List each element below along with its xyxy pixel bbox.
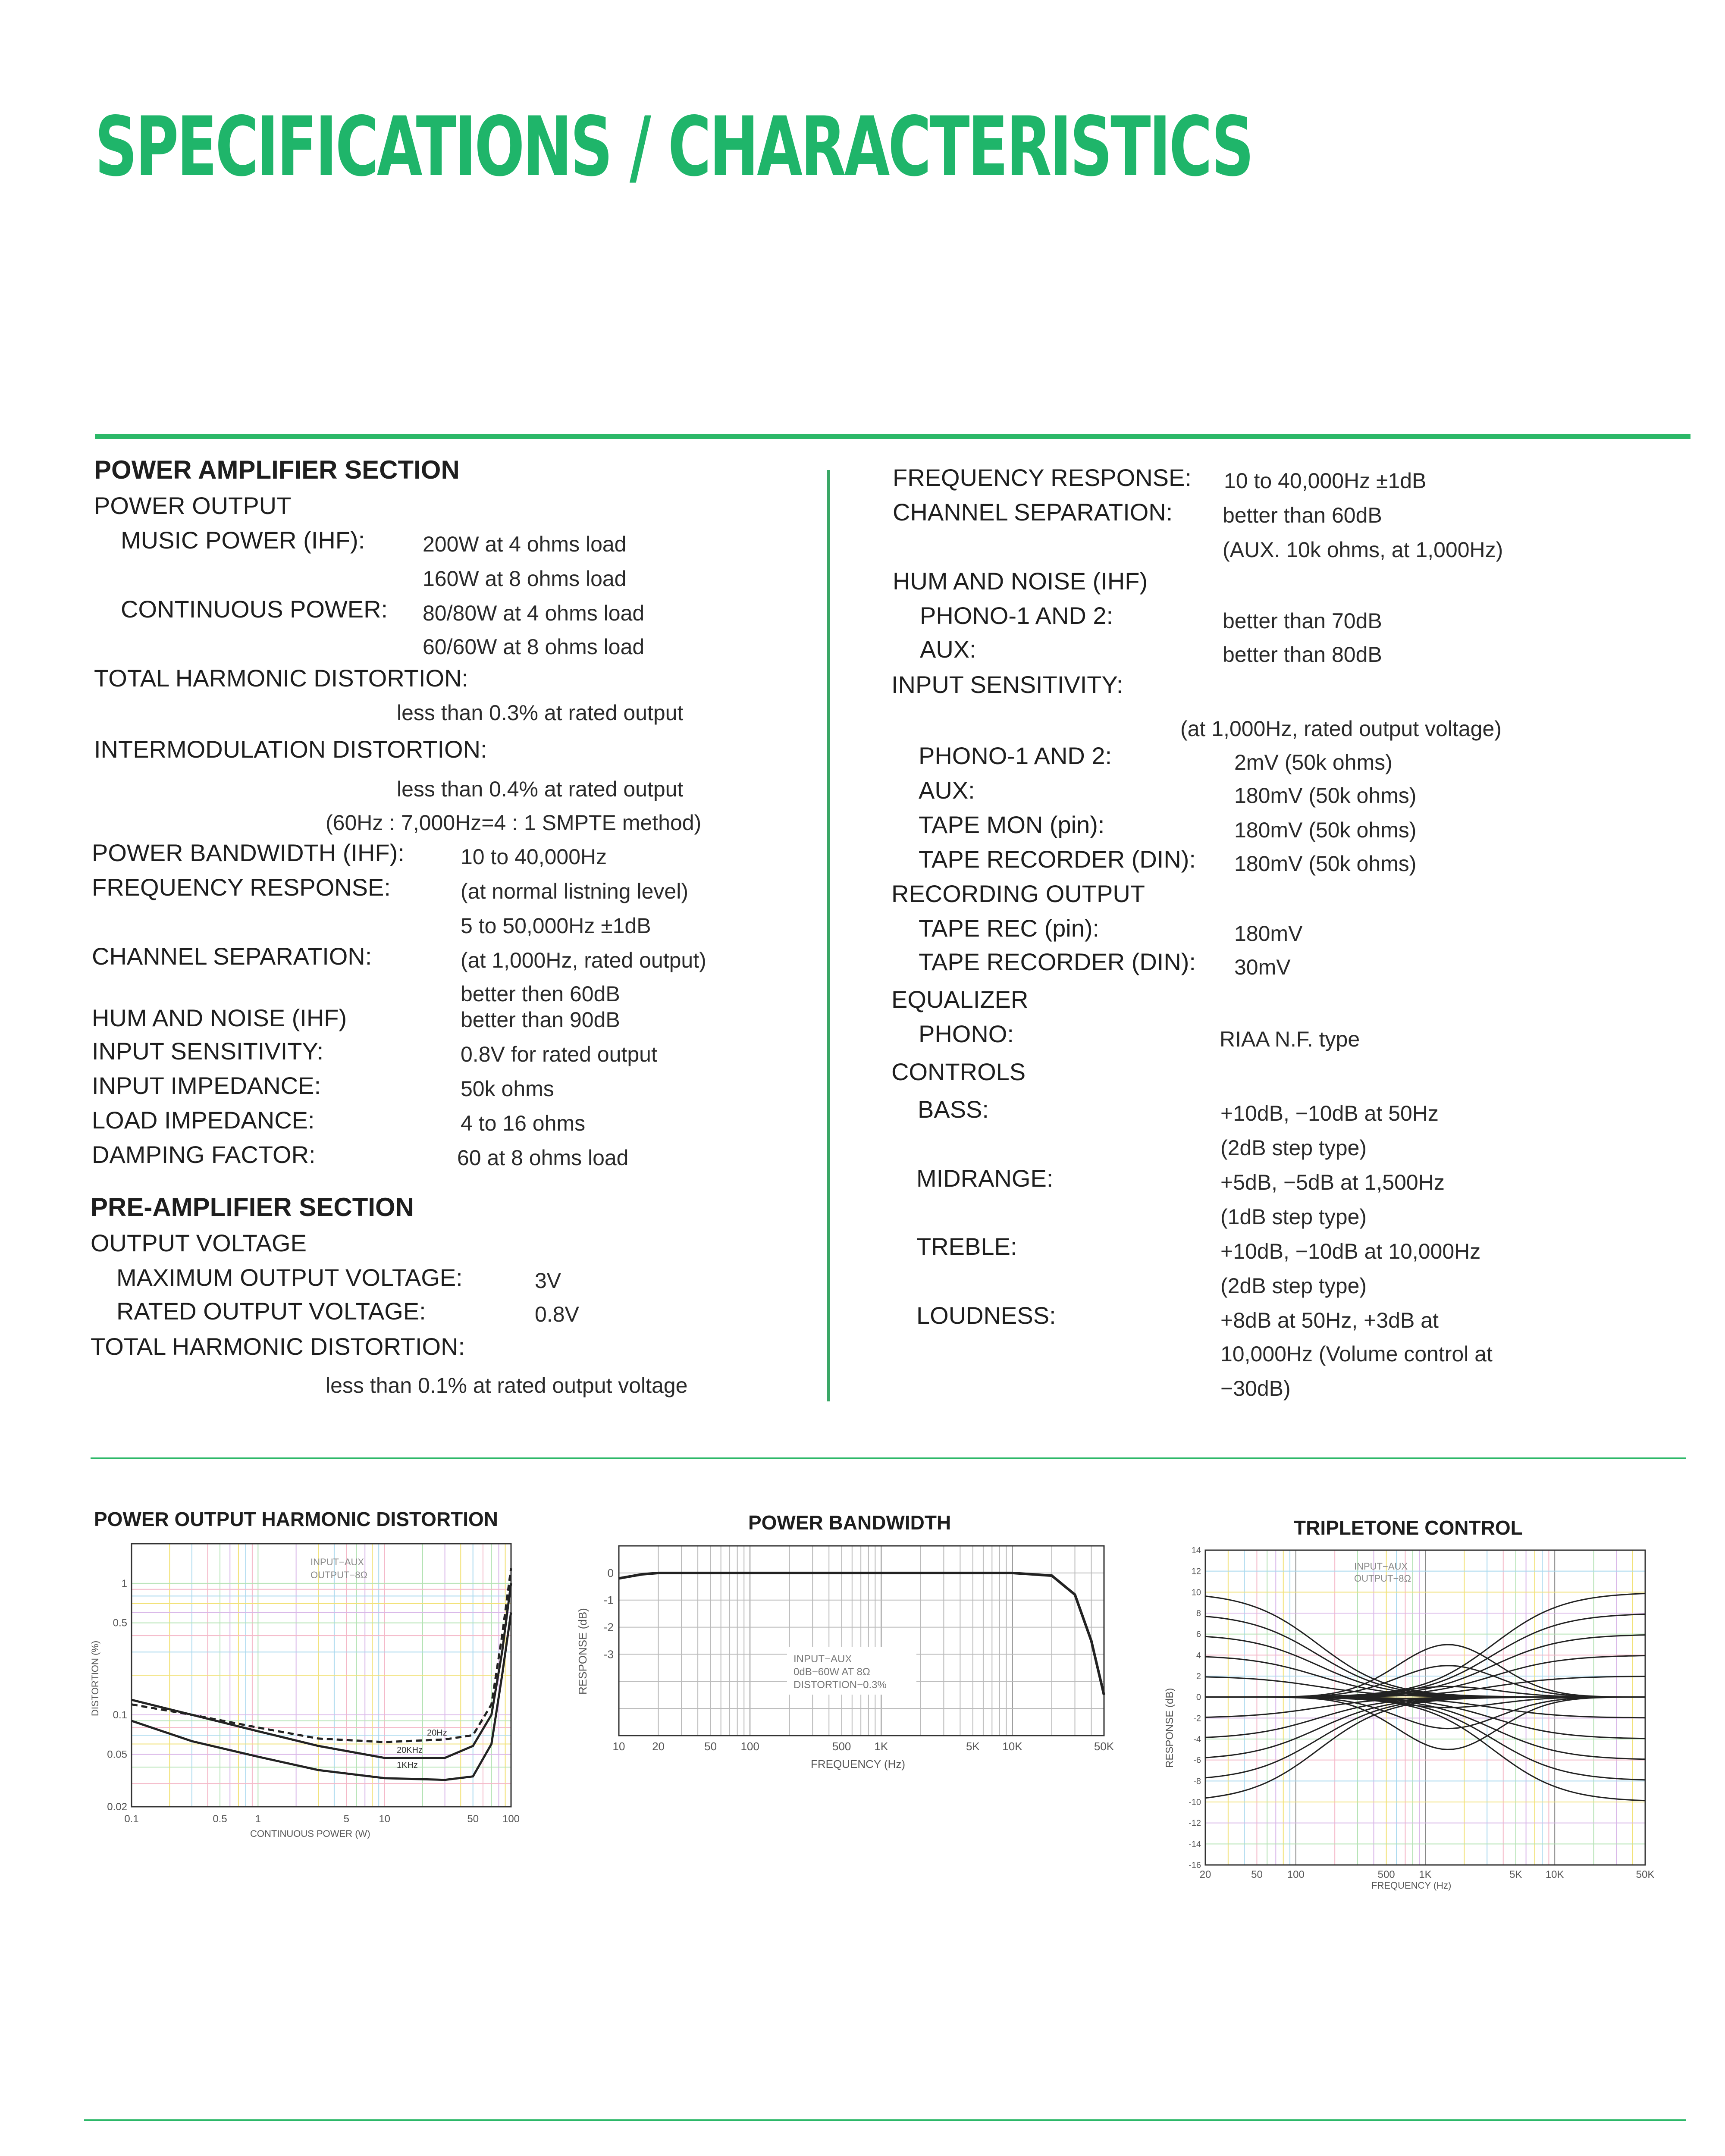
power-output-label: POWER OUTPUT: [94, 492, 292, 519]
hum-noise-value: better than 90dB: [461, 1008, 620, 1032]
r-sens-aux-label: AUX:: [919, 777, 975, 804]
r-hum-phono-label: PHONO-1 AND 2:: [920, 602, 1113, 629]
chart1-label-20hz: 20Hz: [427, 1728, 447, 1738]
load-imp-label: LOAD IMPEDANCE:: [92, 1106, 315, 1134]
chart3-ytick: 0: [1196, 1692, 1201, 1702]
pre-amp-heading: PRE-AMPLIFIER SECTION: [91, 1193, 414, 1222]
load-imp-value: 4 to 16 ohms: [461, 1111, 586, 1135]
r-sens-aux-value: 180mV (50k ohms): [1234, 783, 1417, 808]
r-eq-label: EQUALIZER: [891, 986, 1029, 1013]
chart2-xtick: 500: [832, 1740, 851, 1753]
r-sens-taperec-label: TAPE RECORDER (DIN):: [919, 846, 1196, 873]
top-rule: [95, 434, 1690, 439]
bandwidth-label: POWER BANDWIDTH (IHF):: [92, 839, 405, 866]
chart1-xtick: 10: [379, 1813, 391, 1825]
chart2-ytick: -2: [603, 1620, 614, 1634]
chart2-xtick: 100: [740, 1740, 759, 1753]
chart3-ytick: 4: [1196, 1651, 1201, 1661]
freq-response-label: FREQUENCY RESPONSE:: [92, 874, 391, 901]
pre-thd-value: less than 0.1% at rated output voltage: [326, 1373, 688, 1398]
imd-label: INTERMODULATION DISTORTION:: [94, 736, 487, 763]
chart3-ytick: -10: [1189, 1798, 1201, 1807]
chart2-annotation-1: INPUT−AUX: [794, 1653, 852, 1665]
r-sens-tapemon-value: 180mV (50k ohms): [1234, 818, 1417, 842]
chart3-ytick: -8: [1193, 1777, 1201, 1786]
freq-response-value-1: (at normal listning level): [461, 879, 688, 903]
chart3-legend-2: OUTPUT−8Ω: [1354, 1573, 1411, 1584]
chart2-xtick: 1K: [874, 1740, 888, 1753]
page-title: SPECIFICATIONS / CHARACTERISTICS: [95, 99, 1252, 194]
hum-noise-label: HUM AND NOISE (IHF): [92, 1004, 347, 1031]
r-loud-value-2: 10,000Hz (Volume control at: [1220, 1342, 1493, 1366]
r-hum-phono-value: better than 70dB: [1223, 609, 1382, 633]
chart3-xlabel: FREQUENCY (Hz): [1371, 1880, 1452, 1891]
r-freq-value: 10 to 40,000Hz ±1dB: [1224, 469, 1427, 493]
chart1-ytick: 0.5: [113, 1617, 127, 1629]
chart1-xtick: 50: [467, 1813, 479, 1825]
chart3-ylabel: RESPONSE (dB): [1164, 1688, 1176, 1768]
chart1-xtick: 100: [502, 1813, 520, 1825]
chart1-xtick: 1: [255, 1813, 261, 1825]
chart1-ytick: 0.1: [113, 1709, 127, 1721]
chart2-ytick: 0: [607, 1566, 614, 1579]
chart2-xtick: 5K: [966, 1740, 980, 1753]
chart2-xlabel: FREQUENCY (Hz): [811, 1758, 906, 1771]
chart3-ytick: 2: [1196, 1672, 1201, 1681]
max-output-value: 3V: [535, 1269, 561, 1293]
distortion-chart: [78, 1535, 552, 1846]
chart2-title: POWER BANDWIDTH: [748, 1511, 951, 1534]
thd-label: TOTAL HARMONIC DISTORTION:: [94, 664, 469, 692]
r-hum-aux-label: AUX:: [920, 636, 976, 663]
chart3-ytick: 8: [1196, 1609, 1201, 1618]
chart2-annotation-2: 0dB−60W AT 8Ω: [794, 1666, 870, 1678]
channel-sep-value-2: better then 60dB: [461, 982, 620, 1006]
tripletone-chart: [1147, 1535, 1690, 1902]
r-loud-label: LOUDNESS:: [916, 1302, 1056, 1329]
chart2-ytick: -1: [603, 1593, 614, 1607]
chart3-ytick: -4: [1193, 1735, 1201, 1744]
r-hum-aux-value: better than 80dB: [1223, 642, 1382, 667]
channel-sep-value-1: (at 1,000Hz, rated output): [461, 948, 706, 972]
chart2-xtick: 10: [612, 1740, 625, 1753]
chart2-xtick: 20: [652, 1740, 665, 1753]
chart3-title: TRIPLETONE CONTROL: [1294, 1517, 1523, 1539]
chart3-legend-1: INPUT−AUX: [1354, 1561, 1408, 1572]
pre-thd-label: TOTAL HARMONIC DISTORTION:: [91, 1333, 465, 1360]
input-sens-value: 0.8V for rated output: [461, 1042, 657, 1066]
chart1-xtick: 0.5: [213, 1813, 227, 1825]
r-sens-taperec-value: 180mV (50k ohms): [1234, 852, 1417, 876]
chart2-ytick: -3: [603, 1648, 614, 1661]
chart2-xtick: 50: [704, 1740, 717, 1753]
chart3-xtick: 1K: [1419, 1869, 1432, 1880]
power-bandwidth-chart: [569, 1535, 1130, 1777]
r-bass-value-2: (2dB step type): [1220, 1136, 1367, 1160]
imd-method: (60Hz : 7,000Hz=4 : 1 SMPTE method): [326, 811, 702, 835]
chart3-ytick: 6: [1196, 1630, 1201, 1639]
chart2-xtick: 50K: [1094, 1740, 1114, 1753]
chart2-annotation-3: DISTORTION−0.3%: [794, 1679, 887, 1691]
chart3-ytick: -2: [1193, 1714, 1201, 1724]
r-treble-value-2: (2dB step type): [1220, 1274, 1367, 1298]
chart1-ytick: 1: [121, 1577, 127, 1589]
chart3-ytick: -6: [1193, 1755, 1201, 1765]
channel-sep-label: CHANNEL SEPARATION:: [92, 943, 372, 970]
charts-rule: [91, 1457, 1686, 1459]
continuous-power-value-1: 80/80W at 4 ohms load: [423, 601, 645, 625]
continuous-power-label: CONTINUOUS POWER:: [121, 595, 388, 623]
bottom-rule: [84, 2119, 1686, 2121]
rated-output-value: 0.8V: [535, 1302, 579, 1326]
chart1-xtick: 5: [343, 1813, 350, 1825]
chart3-ytick: -16: [1189, 1861, 1201, 1870]
r-loud-value-1: +8dB at 50Hz, +3dB at: [1220, 1308, 1439, 1332]
r-loud-value-3: −30dB): [1220, 1376, 1291, 1401]
chart3-xtick: 10K: [1545, 1869, 1564, 1880]
r-hum-label: HUM AND NOISE (IHF): [893, 567, 1148, 595]
continuous-power-value-2: 60/60W at 8 ohms load: [423, 635, 645, 659]
r-sens-phono-label: PHONO-1 AND 2:: [919, 742, 1112, 769]
r-bass-value-1: +10dB, −10dB at 50Hz: [1220, 1101, 1439, 1125]
chart3-xtick: 500: [1377, 1869, 1395, 1880]
column-divider: [827, 470, 830, 1401]
input-imp-label: INPUT IMPEDANCE:: [92, 1072, 321, 1099]
max-output-label: MAXIMUM OUTPUT VOLTAGE:: [116, 1264, 463, 1291]
r-rec-pin-label: TAPE REC (pin):: [919, 915, 1100, 942]
r-sep-label: CHANNEL SEPARATION:: [893, 498, 1173, 526]
r-treble-value-1: +10dB, −10dB at 10,000Hz: [1220, 1239, 1481, 1263]
input-imp-value: 50k ohms: [461, 1077, 554, 1101]
chart1-legend-1: INPUT−AUX: [310, 1557, 364, 1567]
chart1-series-20Hz: [132, 1568, 511, 1742]
r-eq-phono-value: RIAA N.F. type: [1220, 1027, 1360, 1051]
chart2-ylabel: RESPONSE (dB): [576, 1608, 589, 1695]
r-sep-note: (AUX. 10k ohms, at 1,000Hz): [1223, 538, 1503, 562]
r-treble-label: TREBLE:: [916, 1233, 1017, 1260]
chart3-ytick: -12: [1189, 1818, 1201, 1828]
chart3-xtick: 5K: [1509, 1869, 1522, 1880]
bandwidth-value: 10 to 40,000Hz: [461, 845, 607, 869]
r-sens-note: (at 1,000Hz, rated output voltage): [1180, 717, 1502, 741]
r-mid-value-2: (1dB step type): [1220, 1205, 1367, 1229]
r-sens-phono-value: 2mV (50k ohms): [1234, 750, 1393, 774]
r-controls-label: CONTROLS: [891, 1058, 1026, 1085]
chart3-xtick: 50K: [1636, 1869, 1655, 1880]
chart3-xtick: 50: [1251, 1869, 1263, 1880]
r-freq-label: FREQUENCY RESPONSE:: [893, 464, 1192, 491]
r-sep-value: better than 60dB: [1223, 503, 1382, 527]
output-voltage-label: OUTPUT VOLTAGE: [91, 1229, 307, 1257]
chart3-ytick: -14: [1189, 1839, 1201, 1849]
r-rec-pin-value: 180mV: [1234, 921, 1303, 946]
chart3-ytick: 14: [1191, 1546, 1201, 1555]
chart1-title: POWER OUTPUT HARMONIC DISTORTION: [94, 1508, 499, 1530]
chart1-ytick: 0.05: [107, 1749, 127, 1761]
r-rec-din-label: TAPE RECORDER (DIN):: [919, 948, 1196, 975]
chart2-xtick: 10K: [1002, 1740, 1022, 1753]
r-mid-label: MIDRANGE:: [916, 1165, 1054, 1192]
r-rec-din-value: 30mV: [1234, 955, 1291, 979]
rated-output-label: RATED OUTPUT VOLTAGE:: [116, 1297, 426, 1325]
chart1-ylabel: DISTORTION (%): [90, 1640, 100, 1716]
r-eq-phono-label: PHONO:: [919, 1020, 1014, 1047]
music-power-value-2: 160W at 8 ohms load: [423, 567, 627, 591]
chart1-label-1khz: 1KHz: [397, 1761, 418, 1770]
chart1-ytick: 0.02: [107, 1801, 127, 1813]
chart1-label-20khz: 20KHz: [397, 1745, 423, 1755]
chart3-ytick: 12: [1191, 1567, 1201, 1576]
chart3-xtick: 100: [1287, 1869, 1305, 1880]
chart1-legend-2: OUTPUT−8Ω: [310, 1570, 367, 1580]
input-sens-label: INPUT SENSITIVITY:: [92, 1037, 324, 1065]
imd-value: less than 0.4% at rated output: [397, 777, 684, 801]
chart1-xtick: 0.1: [124, 1813, 139, 1825]
power-amp-heading: POWER AMPLIFIER SECTION: [94, 455, 460, 484]
r-sens-tapemon-label: TAPE MON (pin):: [919, 811, 1105, 838]
chart3-xtick: 20: [1199, 1869, 1211, 1880]
thd-value: less than 0.3% at rated output: [397, 701, 684, 725]
r-sens-label: INPUT SENSITIVITY:: [891, 671, 1123, 698]
r-mid-value-1: +5dB, −5dB at 1,500Hz: [1220, 1170, 1445, 1194]
damping-label: DAMPING FACTOR:: [92, 1141, 316, 1168]
freq-response-value-2: 5 to 50,000Hz ±1dB: [461, 914, 651, 938]
r-bass-label: BASS:: [918, 1096, 989, 1123]
chart3-ytick: 10: [1191, 1588, 1201, 1598]
chart1-xlabel: CONTINUOUS POWER (W): [250, 1828, 370, 1839]
music-power-value-1: 200W at 4 ohms load: [423, 532, 627, 556]
chart1-series-20KHz: [132, 1583, 511, 1758]
damping-value: 60 at 8 ohms load: [457, 1146, 629, 1170]
music-power-label: MUSIC POWER (IHF):: [121, 526, 365, 554]
r-rec-label: RECORDING OUTPUT: [891, 880, 1145, 907]
